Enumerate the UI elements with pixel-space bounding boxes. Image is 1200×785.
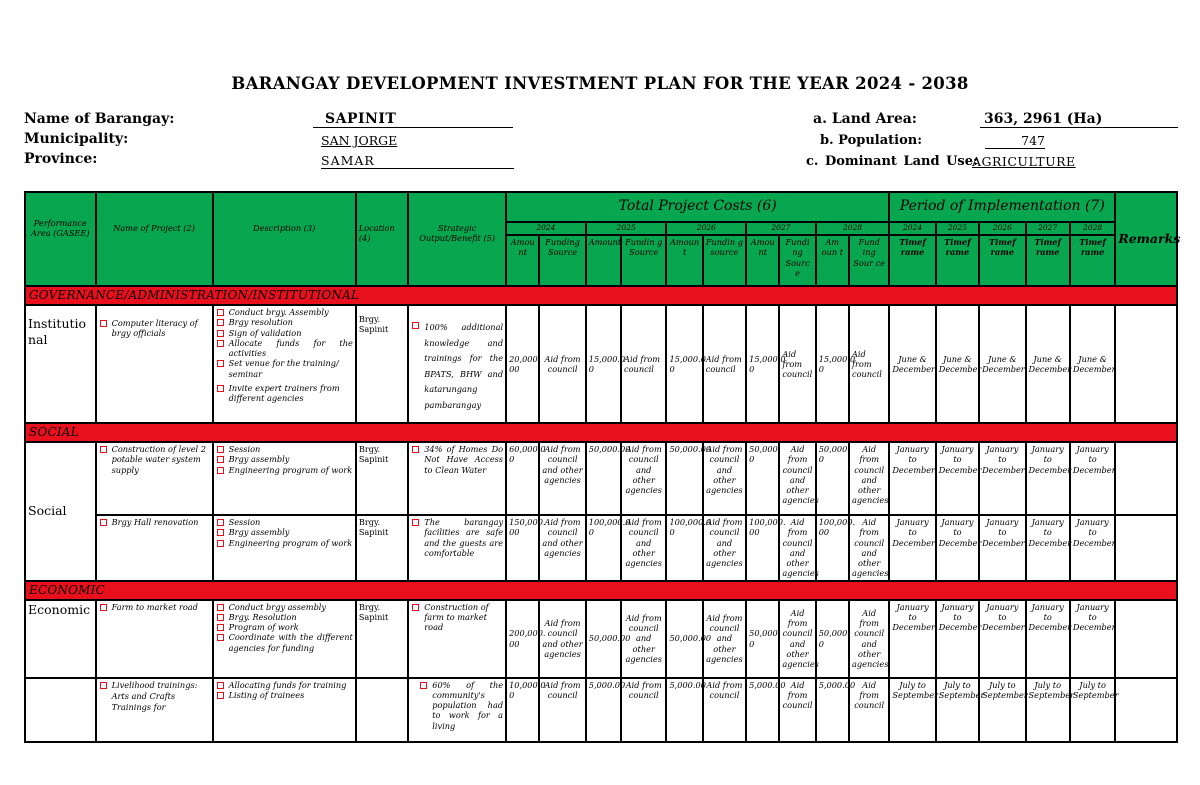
funding-2028: Aid from council bbox=[849, 305, 889, 423]
funding-2028: Aid from council and other agencies bbox=[849, 442, 889, 515]
funding-2027: Aid from council and other agencies bbox=[779, 442, 815, 515]
amount-2024: 150,000. 00 bbox=[506, 515, 539, 581]
amount-2024: 20,000. 00 bbox=[506, 305, 539, 423]
strategic-output: 60% of the community's population had to work for a living bbox=[419, 680, 503, 731]
land-area-label: a. Land Area: bbox=[813, 111, 917, 127]
desc-item: Coordinate with the different agencies for funding bbox=[216, 632, 353, 653]
timeframe-2025: July to September bbox=[936, 678, 979, 742]
amount-2027: 15,000.0 0 bbox=[746, 305, 779, 423]
desc-item: Session bbox=[216, 444, 353, 454]
location: Brgy. Sapinit bbox=[356, 600, 408, 678]
timeframe-2024: July to September bbox=[889, 678, 935, 742]
amount-2028: 5,000.00 bbox=[816, 678, 849, 742]
col-description: Description (3) bbox=[213, 192, 356, 286]
amount-2024: 60,000.0 0 bbox=[506, 442, 539, 515]
timeframe-2027: January to December bbox=[1026, 600, 1070, 678]
desc-item: Invite expert trainers from different agencies bbox=[216, 383, 353, 404]
col-total-project-costs: Total Project Costs (6) bbox=[506, 192, 889, 222]
desc-item: Allocating funds for training bbox=[216, 680, 353, 690]
amount-2028: 50,000. 0 bbox=[816, 442, 849, 515]
location: Brgy. Sapinit bbox=[356, 442, 408, 515]
table-row bbox=[25, 600, 1177, 678]
period-year-2026: 2026 bbox=[979, 222, 1025, 235]
funding-2027: Aid from council bbox=[779, 678, 815, 742]
timeframe-2025: January to December bbox=[936, 600, 979, 678]
page-title: BARANGAY DEVELOPMENT INVESTMENT PLAN FOR THE YEAR 2024 - 2038 bbox=[231, 74, 969, 93]
timeframe-2025-header: Timef rame bbox=[936, 235, 979, 286]
table-row bbox=[25, 305, 1177, 423]
amount-2027: 5,000.00 bbox=[746, 678, 779, 742]
funding-2026: Aid from council bbox=[703, 678, 746, 742]
col-strategic-output: Strategic Output/Benefit (5) bbox=[408, 192, 506, 286]
timeframe-2028: January to December bbox=[1070, 442, 1115, 515]
amount-2028-header: Am oun t bbox=[816, 235, 849, 286]
funding-2026-header: Fundin g source bbox=[703, 235, 746, 286]
location: Brgy. Sapinit bbox=[356, 515, 408, 581]
remarks-cell bbox=[1115, 515, 1177, 581]
project-name: Livelihood trainings: Arts and Crafts Trainings for bbox=[99, 680, 210, 714]
funding-2024: Aid from council and other agencies bbox=[539, 515, 585, 581]
project-name: Construction of level 2 potable water system supply bbox=[99, 444, 210, 475]
funding-2026: Aid from council and other agencies bbox=[703, 442, 746, 515]
timeframe-2024: January to December bbox=[889, 600, 935, 678]
funding-2027: Aid from council and other agencies bbox=[779, 515, 815, 581]
timeframe-2026-header: Timef rame bbox=[979, 235, 1025, 286]
timeframe-2027: January to December bbox=[1026, 515, 1070, 581]
area-social: Social bbox=[25, 442, 96, 581]
timeframe-2028: July to September bbox=[1070, 678, 1115, 742]
strategic-output: The barangay facilities are safe and the guests are comfortable bbox=[411, 517, 503, 558]
desc-item: Brgy resolution bbox=[216, 317, 353, 327]
timeframe-2025: January to December bbox=[936, 442, 979, 515]
desc-item: Set venue for the training/ seminar bbox=[216, 358, 353, 379]
desc-item: Program of work bbox=[216, 622, 353, 632]
strategic-output: Construction of farm to market road bbox=[411, 602, 503, 633]
location-empty bbox=[356, 678, 408, 742]
land-use-label: c. Dominant Land Use: bbox=[806, 154, 978, 169]
amount-2024: 10,000.0 0 bbox=[506, 678, 539, 742]
desc-item: Allocate funds for the activities bbox=[216, 338, 353, 359]
amount-2026: 5,000.00 bbox=[666, 678, 702, 742]
desc-item: Session bbox=[216, 517, 353, 527]
timeframe-2027: July to September bbox=[1026, 678, 1070, 742]
project-name: Brgy Hall renovation bbox=[99, 517, 210, 527]
desc-item: Conduct brgy assembly bbox=[216, 602, 353, 612]
amount-2028: 50,000. 0 bbox=[816, 600, 849, 678]
timeframe-2026: January to December bbox=[979, 442, 1025, 515]
amount-2026: 50,000.00 bbox=[666, 600, 702, 678]
municipality-label: Municipality: bbox=[24, 131, 129, 147]
amount-2024-header: Amou nt bbox=[506, 235, 539, 286]
province-value: SAMAR bbox=[321, 153, 514, 169]
timeframe-2028: June & December bbox=[1070, 305, 1115, 423]
timeframe-2028: January to December bbox=[1070, 515, 1115, 581]
period-year-2028: 2028 bbox=[1070, 222, 1115, 235]
timeframe-2024: January to December bbox=[889, 515, 935, 581]
location: Brgy. Sapinit bbox=[356, 305, 408, 423]
timeframe-2024: January to December bbox=[889, 442, 935, 515]
timeframe-2025: January to December bbox=[936, 515, 979, 581]
funding-2025-header: Fundin g Source bbox=[621, 235, 666, 286]
funding-2024: Aid from council and other agencies bbox=[539, 600, 585, 678]
timeframe-2024-header: Timef rame bbox=[889, 235, 935, 286]
timeframe-2027: June & December bbox=[1026, 305, 1070, 423]
funding-2028: Aid from council bbox=[849, 678, 889, 742]
amount-2025: 15,000.0 0 bbox=[586, 305, 621, 423]
timeframe-2027: January to December bbox=[1026, 442, 1070, 515]
barangay-label: Name of Barangay: bbox=[24, 111, 175, 127]
land-use-value: AGRICULTURE bbox=[972, 154, 1076, 169]
amount-2025: 5,000.00 bbox=[586, 678, 621, 742]
funding-2025: Aid from council and other agencies bbox=[621, 442, 666, 515]
amount-2027-header: Amou nt bbox=[746, 235, 779, 286]
funding-2028: Aid from council and other agencies bbox=[849, 515, 889, 581]
funding-2027: Aid from council and other agencies bbox=[779, 600, 815, 678]
funding-2025: Aid from council bbox=[621, 305, 666, 423]
year-2028: 2028 bbox=[816, 222, 890, 235]
desc-item: Listing of trainees bbox=[216, 690, 353, 700]
strategic-output: 34% of Homes Do Not Have Access to Clean Water bbox=[411, 444, 503, 475]
timeframe-2028: January to December bbox=[1070, 600, 1115, 678]
desc-item: Brgy assembly bbox=[216, 454, 353, 464]
timeframe-2024: June & December bbox=[889, 305, 935, 423]
funding-2025: Aid from council bbox=[621, 678, 666, 742]
timeframe-2026: July to September bbox=[979, 678, 1025, 742]
table-row bbox=[25, 678, 1177, 742]
amount-2028: 100,000. 00 bbox=[816, 515, 849, 581]
remarks-cell bbox=[1115, 678, 1177, 742]
barangay-value: SAPINIT bbox=[313, 111, 513, 128]
amount-2025: 50,000.00 bbox=[586, 442, 621, 515]
amount-2028: 15,000.0 0 bbox=[816, 305, 849, 423]
amount-2027: 50,000. 0 bbox=[746, 600, 779, 678]
col-location: Location (4) bbox=[356, 192, 408, 286]
population-value: 747 bbox=[985, 133, 1045, 149]
year-2024: 2024 bbox=[506, 222, 586, 235]
timeframe-2026: January to December bbox=[979, 515, 1025, 581]
funding-2026: Aid from council and other agencies bbox=[703, 515, 746, 581]
timeframe-2026: January to December bbox=[979, 600, 1025, 678]
section-social: SOCIAL bbox=[25, 423, 1177, 442]
strategic-output: 100% additional knowledge and trainings for the BPATS, BHW and katarungang pambarangay bbox=[411, 320, 503, 413]
timeframe-2028-header: Timef rame bbox=[1070, 235, 1115, 286]
project-name: Farm to market road bbox=[99, 602, 210, 612]
timeframe-2027-header: Timef rame bbox=[1026, 235, 1070, 286]
funding-2024: Aid from council bbox=[539, 678, 585, 742]
population-label: b. Population: bbox=[820, 133, 923, 148]
timeframe-2026: June & December bbox=[979, 305, 1025, 423]
year-2026: 2026 bbox=[666, 222, 746, 235]
desc-item: Brgy. Resolution bbox=[216, 612, 353, 622]
funding-2027-header: Fundi ng Sourc e bbox=[779, 235, 815, 286]
timeframe-2025: June & December bbox=[936, 305, 979, 423]
funding-2026: Aid from council and other agencies bbox=[703, 600, 746, 678]
area-empty bbox=[25, 678, 96, 742]
investment-plan-table bbox=[24, 191, 1181, 743]
land-area-value: 363, 2961 (Ha) bbox=[980, 111, 1178, 128]
desc-item: Sign of validation bbox=[216, 328, 353, 338]
amount-2027: 50,000. 0 bbox=[746, 442, 779, 515]
desc-item: Engineering program of work bbox=[216, 465, 353, 475]
desc-item: Conduct brgy. Assembly bbox=[216, 307, 353, 317]
funding-2024-header: Funding Source bbox=[539, 235, 585, 286]
section-economic: ECONOMIC bbox=[25, 581, 1177, 600]
desc-item: Engineering program of work bbox=[216, 538, 353, 548]
col-remarks: Remarks bbox=[1115, 192, 1177, 286]
col-name-of-project: Name of Project (2) bbox=[96, 192, 213, 286]
funding-2025: Aid from council and other agencies bbox=[621, 515, 666, 581]
amount-2026: 50,000.00 bbox=[666, 442, 702, 515]
amount-2025: 100,000.0 0 bbox=[586, 515, 621, 581]
desc-item: Brgy assembly bbox=[216, 527, 353, 537]
amount-2026: 100,000.0 0 bbox=[666, 515, 702, 581]
year-2025: 2025 bbox=[586, 222, 667, 235]
province-label: Province: bbox=[24, 151, 98, 167]
municipality-value: SAN JORGE bbox=[321, 133, 398, 148]
table-row bbox=[25, 442, 1177, 515]
col-performance-area: Performance Area (GASEE) bbox=[25, 192, 96, 286]
funding-2028: Aid from council and other agencies bbox=[849, 600, 889, 678]
section-governance: GOVERNANCE/ADMINISTRATION/INSTITUTIONAL bbox=[25, 286, 1177, 305]
year-2027: 2027 bbox=[746, 222, 816, 235]
period-year-2027: 2027 bbox=[1026, 222, 1070, 235]
table-row bbox=[25, 515, 1177, 581]
period-year-2025: 2025 bbox=[936, 222, 979, 235]
remarks-cell bbox=[1115, 442, 1177, 515]
funding-2024: Aid from council bbox=[539, 305, 585, 423]
amount-2026-header: Amoun t bbox=[666, 235, 702, 286]
remarks-cell bbox=[1115, 305, 1177, 423]
amount-2025-header: Amount bbox=[586, 235, 621, 286]
funding-2027: Aid from council bbox=[779, 305, 815, 423]
funding-2028-header: Fund ing Sour ce bbox=[849, 235, 889, 286]
area-economic: Economic bbox=[25, 600, 96, 678]
amount-2024: 200,000. 00 bbox=[506, 600, 539, 678]
remarks-cell bbox=[1115, 600, 1177, 678]
project-name: Computer literacy of brgy officials bbox=[99, 318, 210, 339]
col-period-of-implementation: Period of Implementation (7) bbox=[889, 192, 1115, 222]
period-year-2024: 2024 bbox=[889, 222, 935, 235]
funding-2025: Aid from council and other agencies bbox=[621, 600, 666, 678]
funding-2024: Aid from council and other agencies bbox=[539, 442, 585, 515]
area-institutional: Institutio nal bbox=[25, 305, 96, 423]
amount-2027: 100,000. 00 bbox=[746, 515, 779, 581]
amount-2025: 50,000.00 bbox=[586, 600, 621, 678]
amount-2026: 15,000.0 0 bbox=[666, 305, 702, 423]
funding-2026: Aid from council bbox=[703, 305, 746, 423]
